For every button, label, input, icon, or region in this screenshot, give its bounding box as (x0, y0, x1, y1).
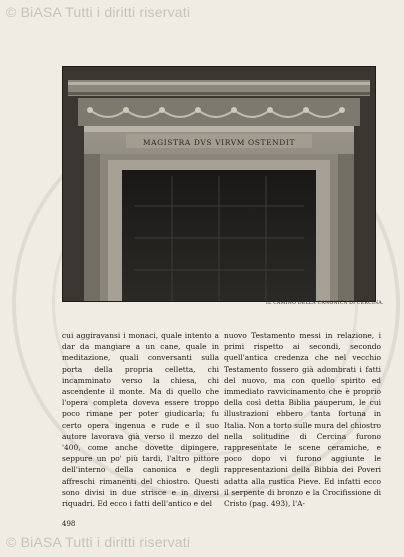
mantel-inscription: MAGISTRA DVS VIRVM OSTENDIT (142, 138, 296, 147)
paragraph: nuovo Testamento messi in relazione, i primi rispetto ai secondi, secondo quell'antica credenza che nel vecchio Testamento fossero già adombrati i fatti del nuovo, ma con quello spirito ed immediato ravvicinamento che è proprio della così detta Biblia pauperum, le cui illustrazioni ebbero tanta fortuna in Italia. Non a torto sulle mura del chiostro nella solitudine di Cercina furono rappresentate le scene ceramiche, e poco dopo vi furono aggiunte le rappresentazioni della Bibbia dei Poveri adatta alla rustica Pieve. Ed infatti ecco il serpente di bronzo e la Crocifissione di Cristo (pag. 493), l'A- (224, 331, 381, 509)
page-number: 498 (62, 520, 76, 528)
copyright-watermark-bottom: © BiASA Tutti i diritti riservati (6, 534, 191, 550)
paragraph: cui aggiravansi i monaci, quale intento a dar da mangiare a un cane, quale in meditazione, quali conversanti sulla porta della propria celletta, chi incamminato verso la chiesa, chi ascendente il monte. Ma di quello che l'opera completa doveva essere troppo poco rimane per poter giudicarla; fu certo opera ingenua e rude e il suo autore lavorava già verso il mezzo del '400, come anche dovette dipingere, seppure un po' più tardi, l'altro pittore dell'interno della canonica e degli affreschi rimanenti del chiostro. Questi sono divisi in due strisce e in diversi riquadri. Ed ecco i fatti dell'antico e del (62, 331, 219, 509)
fireplace-photograph (62, 66, 376, 302)
copyright-watermark-top: © BiASA Tutti i diritti riservati (6, 4, 191, 20)
figure-caption: IL CAMINO DELLA CANONICA DI CERCINA. (266, 301, 384, 306)
text-column-left (62, 330, 219, 509)
text-column-right (224, 330, 381, 509)
fireplace-illustration (62, 66, 376, 302)
